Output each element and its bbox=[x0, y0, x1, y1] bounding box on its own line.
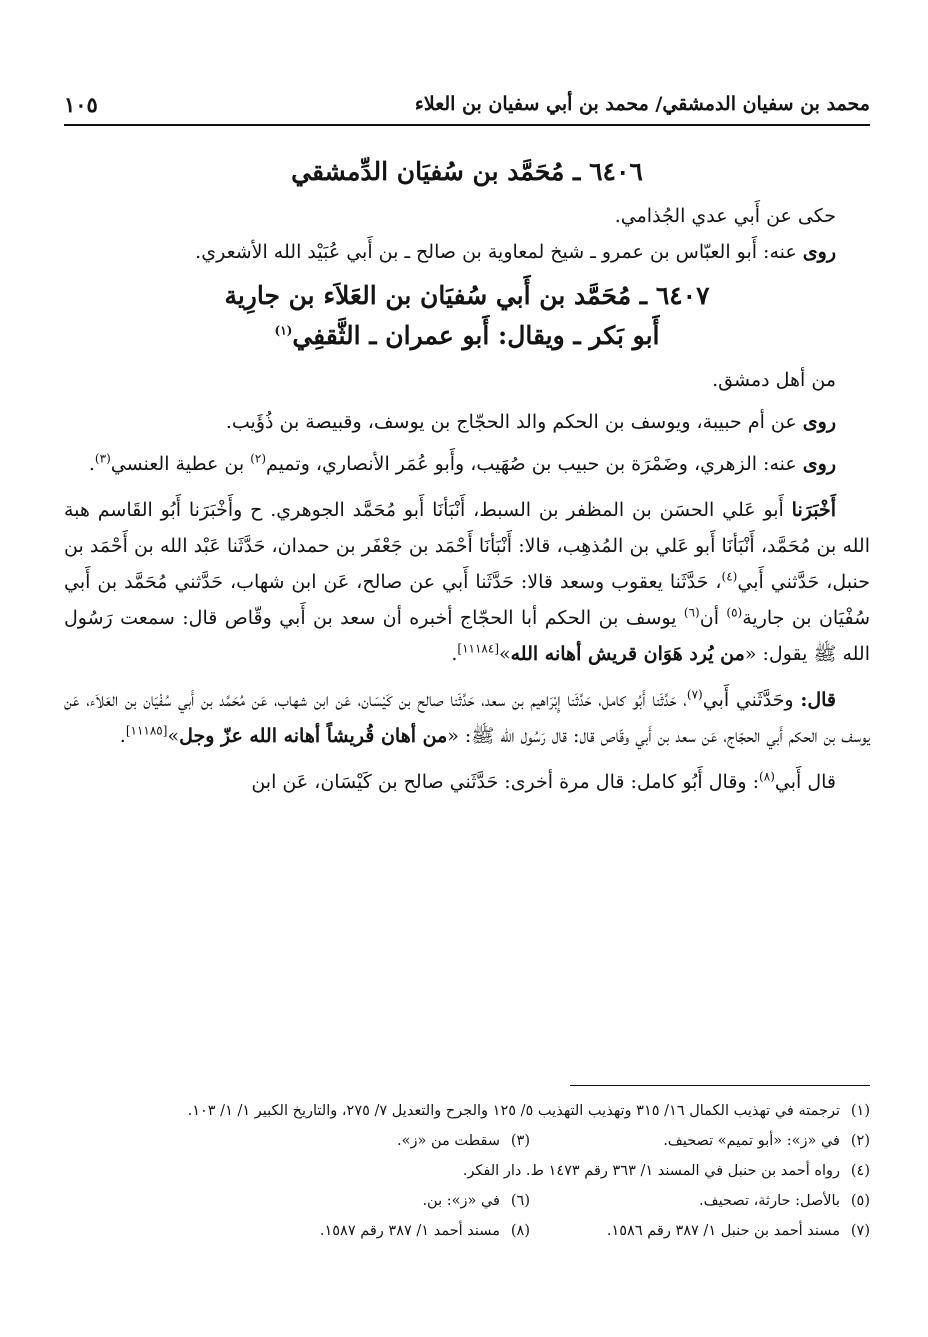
lead-word: روى bbox=[802, 241, 836, 263]
line-text: عنه: أَبو العبّاس بن عمرو ـ شيخ لمعاوية بن صالح ـ بن أَبي عُبَيْد الله الأشعري. bbox=[195, 241, 803, 263]
footnote-ref: (٧) bbox=[686, 687, 703, 702]
footnote-1 bbox=[64, 1096, 870, 1126]
footnote-8 bbox=[64, 1216, 530, 1246]
entry-6407-line-2 bbox=[64, 404, 870, 440]
paragraph-text: وحَدَّثَني أَبي bbox=[702, 689, 801, 711]
footnote-number: (٥) bbox=[850, 1193, 870, 1209]
line-end: . bbox=[88, 453, 95, 475]
paragraph-text: أن bbox=[699, 607, 727, 629]
paragraph-text: يوسف بن الحكم أبا الحجّاج أخبره أن سعد بن أَبي وقّاص قال: سمعت رَسُول الله ﷺ يقول: « bbox=[64, 607, 870, 665]
hadith-number: [١١١٨٥] bbox=[125, 723, 168, 738]
hadith-number: [١١١٨٤] bbox=[457, 641, 499, 656]
footnote-3 bbox=[64, 1126, 530, 1156]
footnote-text: في «ز»: «أبو تميم» تصحيف. bbox=[663, 1133, 840, 1149]
footnote-number: (٧) bbox=[850, 1223, 870, 1239]
entry-6406-line-2 bbox=[64, 234, 870, 270]
lead-word: روى bbox=[802, 411, 836, 433]
footnote-ref: (٥) bbox=[726, 605, 743, 620]
hadith-paragraph-1 bbox=[64, 492, 870, 672]
entry-6407-line-1: من أهل دمشق. bbox=[712, 369, 836, 391]
footnote-number: (٤) bbox=[850, 1163, 870, 1179]
paragraph-text: : وقال أَبُو كامل: قال مرة أخرى: حَدَّثَني صالح بن كَيْسَان، عَن ابن bbox=[251, 771, 760, 793]
footnote-number: (١) bbox=[850, 1103, 870, 1119]
hadith-quote: من أهان قُريشاً أهانه الله عزّ وجل bbox=[179, 725, 448, 747]
header-title: محمد بن سفيان الدمشقي/ محمد بن أبي سفيان بن العلاء bbox=[414, 93, 870, 115]
line-text: عن أم حبيبة، ويوسف بن الحكم والد الحجّاج بن يوسف، وقبيصة بن ذُؤَيب. bbox=[225, 411, 803, 433]
paragraph-end: . bbox=[119, 725, 126, 747]
paragraph-text: » bbox=[499, 643, 511, 665]
footnote-ref: (٤) bbox=[721, 569, 738, 584]
lead-word: قال: bbox=[800, 689, 837, 711]
paragraph-text: » bbox=[167, 725, 180, 747]
paragraph-text: قال أَبي bbox=[774, 771, 836, 793]
footnote-7 bbox=[530, 1216, 870, 1246]
paragraph-text: ، حَدَّثَنا يعقوب وسعد قالا: حَدَّثَنا أَبي عن صالح، عَن ابن شهاب، حَدَّثني مُحَمَّد بن أَبي سُفْيَان بن جارية bbox=[64, 571, 870, 629]
footnote-ref: (١) bbox=[274, 323, 293, 338]
footnote-number: (٦) bbox=[510, 1193, 530, 1209]
footnote-text: رواه أحمد بن حنبل في المسند ١/ ٣٦٣ رقم ١٤٧٣ ط. دار الفكر. bbox=[462, 1163, 840, 1179]
footnote-ref: (٢) bbox=[250, 451, 267, 466]
footnote-divider bbox=[570, 1085, 870, 1086]
subheading-text: أَبو بَكر ـ ويقال: أَبو عمران ـ الثَّقفِي bbox=[292, 321, 660, 350]
footnote-text: مسند أحمد ١/ ٣٨٧ رقم ١٥٨٧. bbox=[319, 1223, 500, 1239]
entry-6406-line-1: حكى عن أَبي عدي الجُذامي. bbox=[614, 205, 836, 227]
page-body bbox=[64, 152, 870, 800]
footnote-4 bbox=[64, 1156, 870, 1186]
footnote-row-2-3 bbox=[64, 1126, 870, 1156]
entry-6407-line-3 bbox=[64, 446, 870, 482]
footnote-row-7-8 bbox=[64, 1216, 870, 1246]
page-number: ١٠٥ bbox=[64, 91, 98, 117]
running-header bbox=[64, 84, 870, 126]
footnote-text: سقطت من «ز». bbox=[397, 1133, 500, 1149]
lead-word: أَخْبَرَنا bbox=[791, 499, 836, 521]
paragraph-end: . bbox=[451, 643, 458, 665]
hadith-paragraph-2 bbox=[64, 682, 870, 754]
footnote-text: مسند أحمد بن حنبل ١/ ٣٨٧ رقم ١٥٨٦. bbox=[606, 1223, 840, 1239]
entry-subheading-6407 bbox=[64, 316, 870, 356]
footnote-text: ترجمته في تهذيب الكمال ١٦/ ٣١٥ وتهذيب التهذيب ٥/ ١٢٥ والجرح والتعديل ٧/ ٢٧٥، والتاريخ الكبير ١/ ١/ ١٠٣. bbox=[187, 1103, 840, 1119]
footnote-number: (٣) bbox=[510, 1133, 530, 1149]
footnote-6 bbox=[64, 1186, 530, 1216]
hadith-quote: من يُرد هَوَان قريش أهانه الله bbox=[510, 643, 745, 665]
footnotes bbox=[64, 1096, 870, 1246]
footnote-2 bbox=[530, 1126, 870, 1156]
footnote-text: بالأصل: حارثة، تصحيف. bbox=[699, 1193, 840, 1209]
footnote-ref: (٣) bbox=[94, 451, 111, 466]
footnote-text: في «ز»: بن. bbox=[422, 1193, 500, 1209]
footnote-number: (٨) bbox=[510, 1223, 530, 1239]
hadith-paragraph-3 bbox=[64, 764, 870, 800]
entry-heading-6406: ٦٤٠٦ ـ مُحَمَّد بن سُفيَان الدِّمشقي bbox=[291, 157, 643, 186]
footnote-row-5-6 bbox=[64, 1186, 870, 1216]
line-text: عنه: الزهري، وضَمْرَة بن حبيب بن صُهَيب، وأَبو عُمَر الأنصاري، وتميم bbox=[266, 453, 803, 475]
footnote-ref: (٦) bbox=[683, 605, 700, 620]
entry-heading-6407: ٦٤٠٧ ـ مُحَمَّد بن أَبي سُفيَان بن العَلاَء بن جارِية bbox=[224, 281, 710, 310]
footnote-5 bbox=[530, 1186, 870, 1216]
paragraph-text: ، حَدَّثَنا أَبُو كامل، حَدَّثَنا إِبْرَاهيم بن سعد، حَدَّثَنا صالح بن كَيْسَان، عَن ابن شهاب، عَن مُحَمَّد بن أَبي سُفْيَان بن العَلاَء، عَن يوسف بن الحكم أَبي الحجّاج، عَن سعد بن أَبي وقّاص قال: قال رَسُول الله ﷺ: « bbox=[64, 689, 870, 747]
footnote-ref: (٨) bbox=[759, 769, 775, 784]
lead-word: روى bbox=[802, 453, 836, 475]
line-text: بن عطية العنسي bbox=[110, 453, 251, 475]
footnote-number: (٢) bbox=[850, 1133, 870, 1149]
paragraph-text: أَبو عَلي الحسَن بن المظفر بن السبط، أَنْبَأنَا أَبو مُحَمَّد الجوهري. ح وأَخْبَرَنا أَبُو القَاسم هبة الله بن مُحَمَّد، أَنْبَأنَا أَبو عَلي بن المُذهِب، قالا: أَنْبَأنَا أَحْمَد بن جَعْفَر بن حمدان، حَدَّثَنا عَبْد الله بن أَحْمَد بن حنبل، حَدَّثني أَبي bbox=[64, 499, 871, 593]
